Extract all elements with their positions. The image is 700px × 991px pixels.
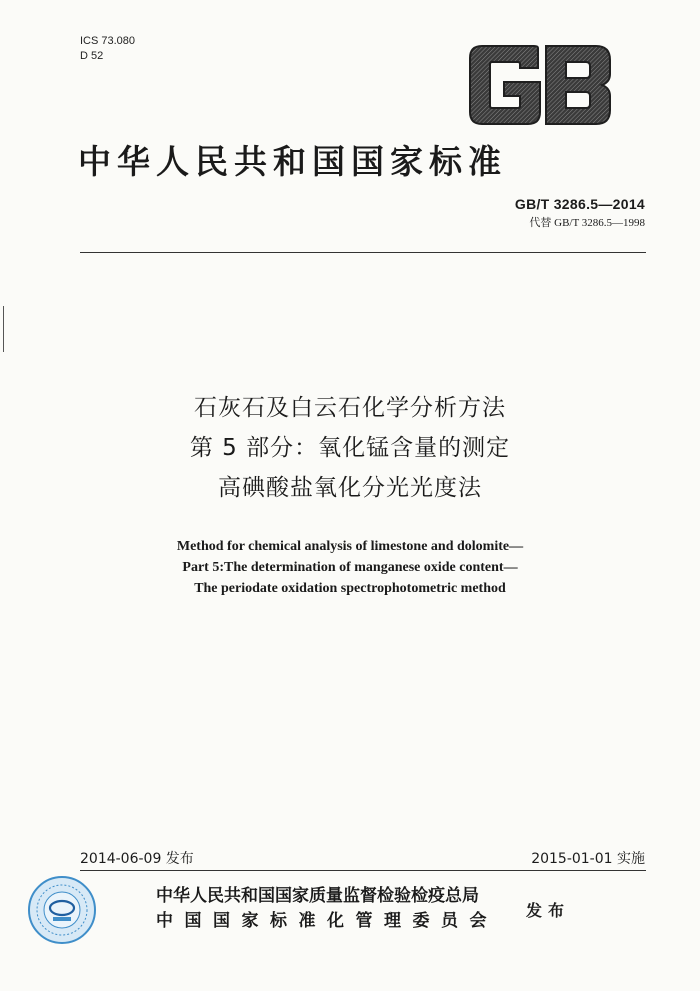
top-divider bbox=[80, 252, 646, 253]
standard-category-title: 中华人民共和国国家标准 bbox=[78, 142, 507, 181]
issuing-authorities bbox=[156, 884, 498, 934]
issuer-sac: 中国国家标准化管理委员会 bbox=[156, 911, 498, 931]
english-title-line-2: Part 5:The determination of manganese oxide content— bbox=[182, 560, 518, 575]
chinese-title-line-2: 第 5 部分：氧化锰含量的测定 bbox=[189, 435, 511, 461]
chinese-title-line-3: 高碘酸盐氧化分光光度法 bbox=[218, 475, 482, 501]
implementation-date: 2015-01-01 实施 bbox=[531, 851, 645, 867]
replaces-standard: 代替 GB/T 3286.5—1998 bbox=[529, 217, 645, 229]
standard-number: GB/T 3286.5—2014 bbox=[514, 196, 645, 212]
ccs-code: D 52 bbox=[80, 50, 104, 62]
chinese-title-line-1: 石灰石及白云石化学分析方法 bbox=[194, 395, 506, 421]
issuer-aqsiq: 中华人民共和国国家质量监督检验检疫总局 bbox=[156, 886, 479, 906]
english-title-line-1: Method for chemical analysis of limestone and dolomite— bbox=[176, 539, 524, 554]
anti-counterfeit-seal-icon bbox=[27, 875, 97, 945]
scan-edge-mark bbox=[3, 306, 4, 352]
standard-number-block bbox=[515, 196, 645, 230]
classification-codes bbox=[80, 34, 135, 64]
gb-logo-icon bbox=[468, 44, 613, 126]
issue-date: 2014-06-09 发布 bbox=[80, 851, 194, 867]
bottom-divider bbox=[80, 870, 646, 871]
english-title bbox=[0, 536, 700, 599]
chinese-title bbox=[0, 388, 700, 508]
issue-word: 发布 bbox=[526, 901, 571, 920]
ics-code: ICS 73.080 bbox=[80, 35, 136, 47]
english-title-line-3: The periodate oxidation spectrophotometric method bbox=[194, 581, 506, 596]
